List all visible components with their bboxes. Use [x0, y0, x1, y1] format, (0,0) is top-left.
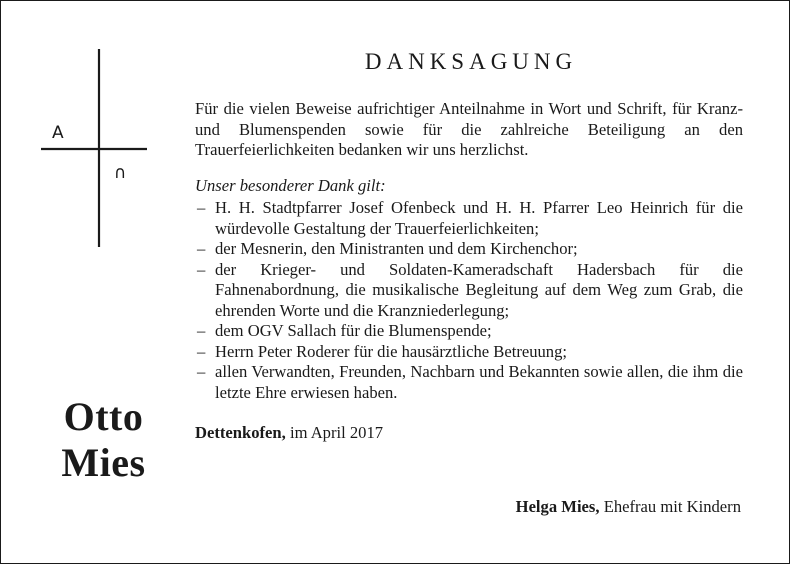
place-date-line [195, 423, 743, 444]
dash-bullet: – [197, 239, 206, 258]
place-date: im April 2017 [289, 423, 384, 442]
thanks-heading: Unser besonderer Dank gilt: [195, 175, 386, 195]
list-item [195, 342, 743, 363]
list-item-text: allen Verwandten, Freunden, Nachbarn und Bekannten sowie allen, die ihm die letzte Ehre erwiesen haben. [215, 362, 743, 402]
dash-bullet: – [197, 341, 206, 361]
list-item-text: der Krieger- und Soldaten-Kameradschaft Hadersbach für die Fahnenabordnung, die musikalische Begleitung auf dem Weg zum Grab, die ehrenden Worte und die Kranzniederlegung; [215, 259, 743, 320]
signatory-name: Helga Mies, [515, 497, 600, 516]
list-item-text: Herrn Peter Roderer für die hausärztliche Betreuung; [215, 341, 568, 361]
latin-cross-icon [37, 49, 147, 249]
deceased-last-name: Mies [61, 440, 146, 485]
list-item [195, 362, 743, 403]
deceased-first-name: Otto [63, 394, 144, 439]
list-item [195, 260, 743, 322]
page-title: DANKSAGUNG [364, 49, 578, 74]
list-item-text: der Mesnerin, den Ministranten und dem Kirchenchor; [215, 239, 578, 258]
list-item [195, 198, 743, 239]
signatory-relation: Ehefrau mit Kindern [603, 497, 741, 516]
dash-bullet: – [197, 321, 206, 340]
omega-symbol: ∩ [114, 163, 127, 183]
dash-bullet: – [197, 198, 206, 217]
dash-bullet: – [197, 362, 206, 381]
signature-line [516, 497, 741, 517]
thanks-list [195, 198, 743, 403]
dash-bullet: – [197, 259, 206, 279]
list-item [195, 321, 743, 342]
notice-body [195, 99, 743, 444]
place-town: Dettenkofen, [195, 423, 286, 442]
list-item-text: dem OGV Sallach für die Blumenspende; [215, 321, 492, 340]
list-item-text: H. H. Stadtpfarrer Josef Ofenbeck und H. H. Pfarrer Leo Heinrich für die würdevolle Gestaltung der Trauerfeierlichkeiten; [215, 198, 743, 238]
list-item [195, 239, 743, 260]
alpha-symbol: A [52, 123, 64, 143]
intro-paragraph: Für die vielen Beweise aufrichtiger Anteilnahme in Wort und Schrift, für Kranz- und Blumenspenden sowie für die zahlreiche Beteiligung an den Trauerfeierlichkeiten bedanken wir uns herzlichst. [195, 99, 743, 159]
